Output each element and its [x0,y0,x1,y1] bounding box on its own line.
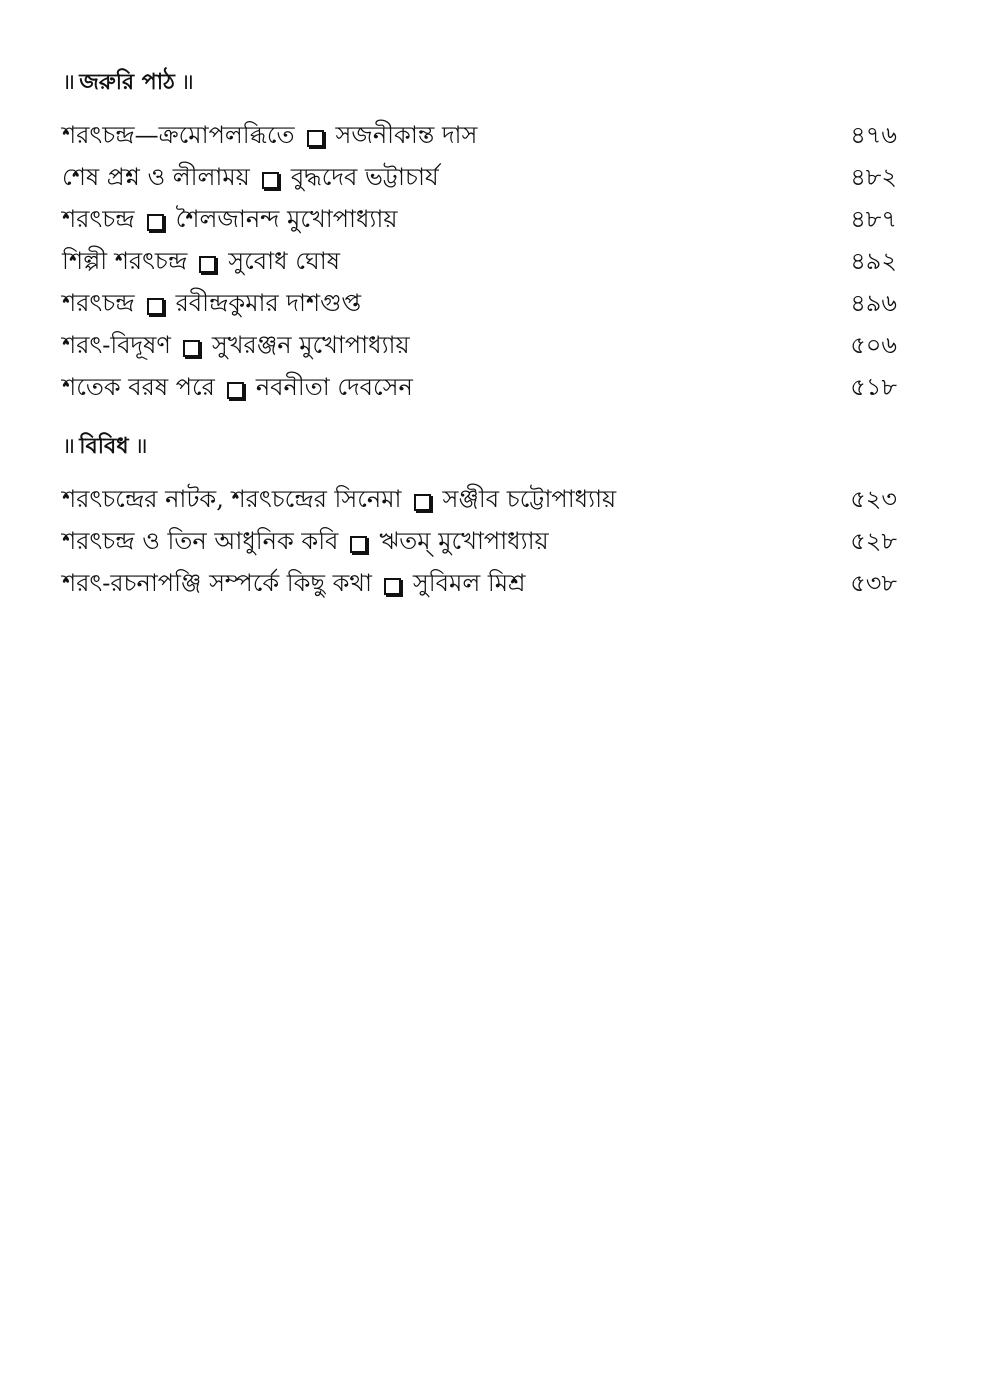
heading-mark-close: ॥ [134,434,146,459]
checkbox-icon [350,536,367,553]
entry-page-number: ৫২৮ [850,527,897,555]
toc-entry [62,116,897,158]
checkbox-icon [147,214,164,231]
entry-title: শরৎচন্দ্র [62,289,135,317]
checkbox-icon [183,340,200,357]
checkbox-icon [384,578,401,595]
section-essential-reading [62,66,897,410]
entry-author: সুবোধ ঘোষ [228,247,340,275]
heading-mark-close: ॥ [180,70,193,95]
entry-page-number: ৪৯২ [850,247,897,275]
entry-title: শতেক বরষ পরে [62,373,215,401]
entry-author: সঞ্জীব চট্টোপাধ্যায় [442,485,617,513]
heading-mark-open: ॥ [62,70,74,95]
toc-entry [62,284,897,326]
entry-author: শৈলজানন্দ মুখোপাধ্যায় [175,205,398,233]
checkbox-icon [227,382,244,399]
checkbox-icon [199,256,216,273]
toc-entry [62,242,897,284]
toc-entry [62,158,897,200]
entry-title: শিল্পী শরৎচন্দ্র [62,247,188,275]
section-miscellaneous [62,430,897,606]
checkbox-icon [262,172,279,189]
checkbox-icon [414,494,431,511]
entry-author: সুবিমল মিশ্র [412,569,526,597]
entry-title: শরৎচন্দ্রের নাটক, শরৎচন্দ্রের সিনেমা [62,485,402,513]
entry-title: শরৎচন্দ্র ও তিন আধুনিক কবি [62,527,339,555]
toc-entry [62,564,897,606]
entry-title: শরৎচন্দ্র—ক্রমোপলব্ধিতে [62,121,295,149]
entry-page-number: ৫৩৮ [850,569,897,597]
entry-page-number: ৪৭৬ [850,121,897,149]
entry-author: বুদ্ধদেব ভট্টাচার্য [290,163,439,191]
entry-page-number: ৪৮২ [850,163,897,191]
toc-entry [62,368,897,410]
section-heading [62,430,897,462]
entry-title: শরৎ-রচনাপঞ্জি সম্পর্কে কিছু কথা [62,569,372,597]
toc-entry [62,522,897,564]
section-title: বিবিধ [79,433,129,459]
entry-page-number: ৪৮৭ [850,205,897,233]
entry-page-number: ৪৯৬ [850,289,897,317]
section-title: জরুরি পাঠ [79,69,175,95]
entry-author: রবীন্দ্রকুমার দাশগুপ্ত [175,289,362,317]
entry-page-number: ৫১৮ [850,373,897,401]
toc-entry [62,480,897,522]
entry-author: ঋতম্ মুখোপাধ্যায় [379,527,549,555]
entry-page-number: ৫০৬ [850,331,897,359]
entry-title: শেষ প্রশ্ন ও লীলাময় [62,163,250,191]
checkbox-icon [307,130,324,147]
section-heading [62,66,897,98]
entry-author: সজনীকান্ত দাস [335,121,478,149]
heading-mark-open: ॥ [62,434,74,459]
entry-author: সুখরঞ্জন মুখোপাধ্যায় [211,331,410,359]
entry-page-number: ৫২৩ [850,485,897,513]
toc-entry [62,326,897,368]
toc-entry [62,200,897,242]
entry-title: শরৎচন্দ্র [62,205,135,233]
entry-title: শরৎ-বিদূষণ [62,331,171,359]
entry-author: নবনীতা দেবসেন [255,373,413,401]
checkbox-icon [147,298,164,315]
